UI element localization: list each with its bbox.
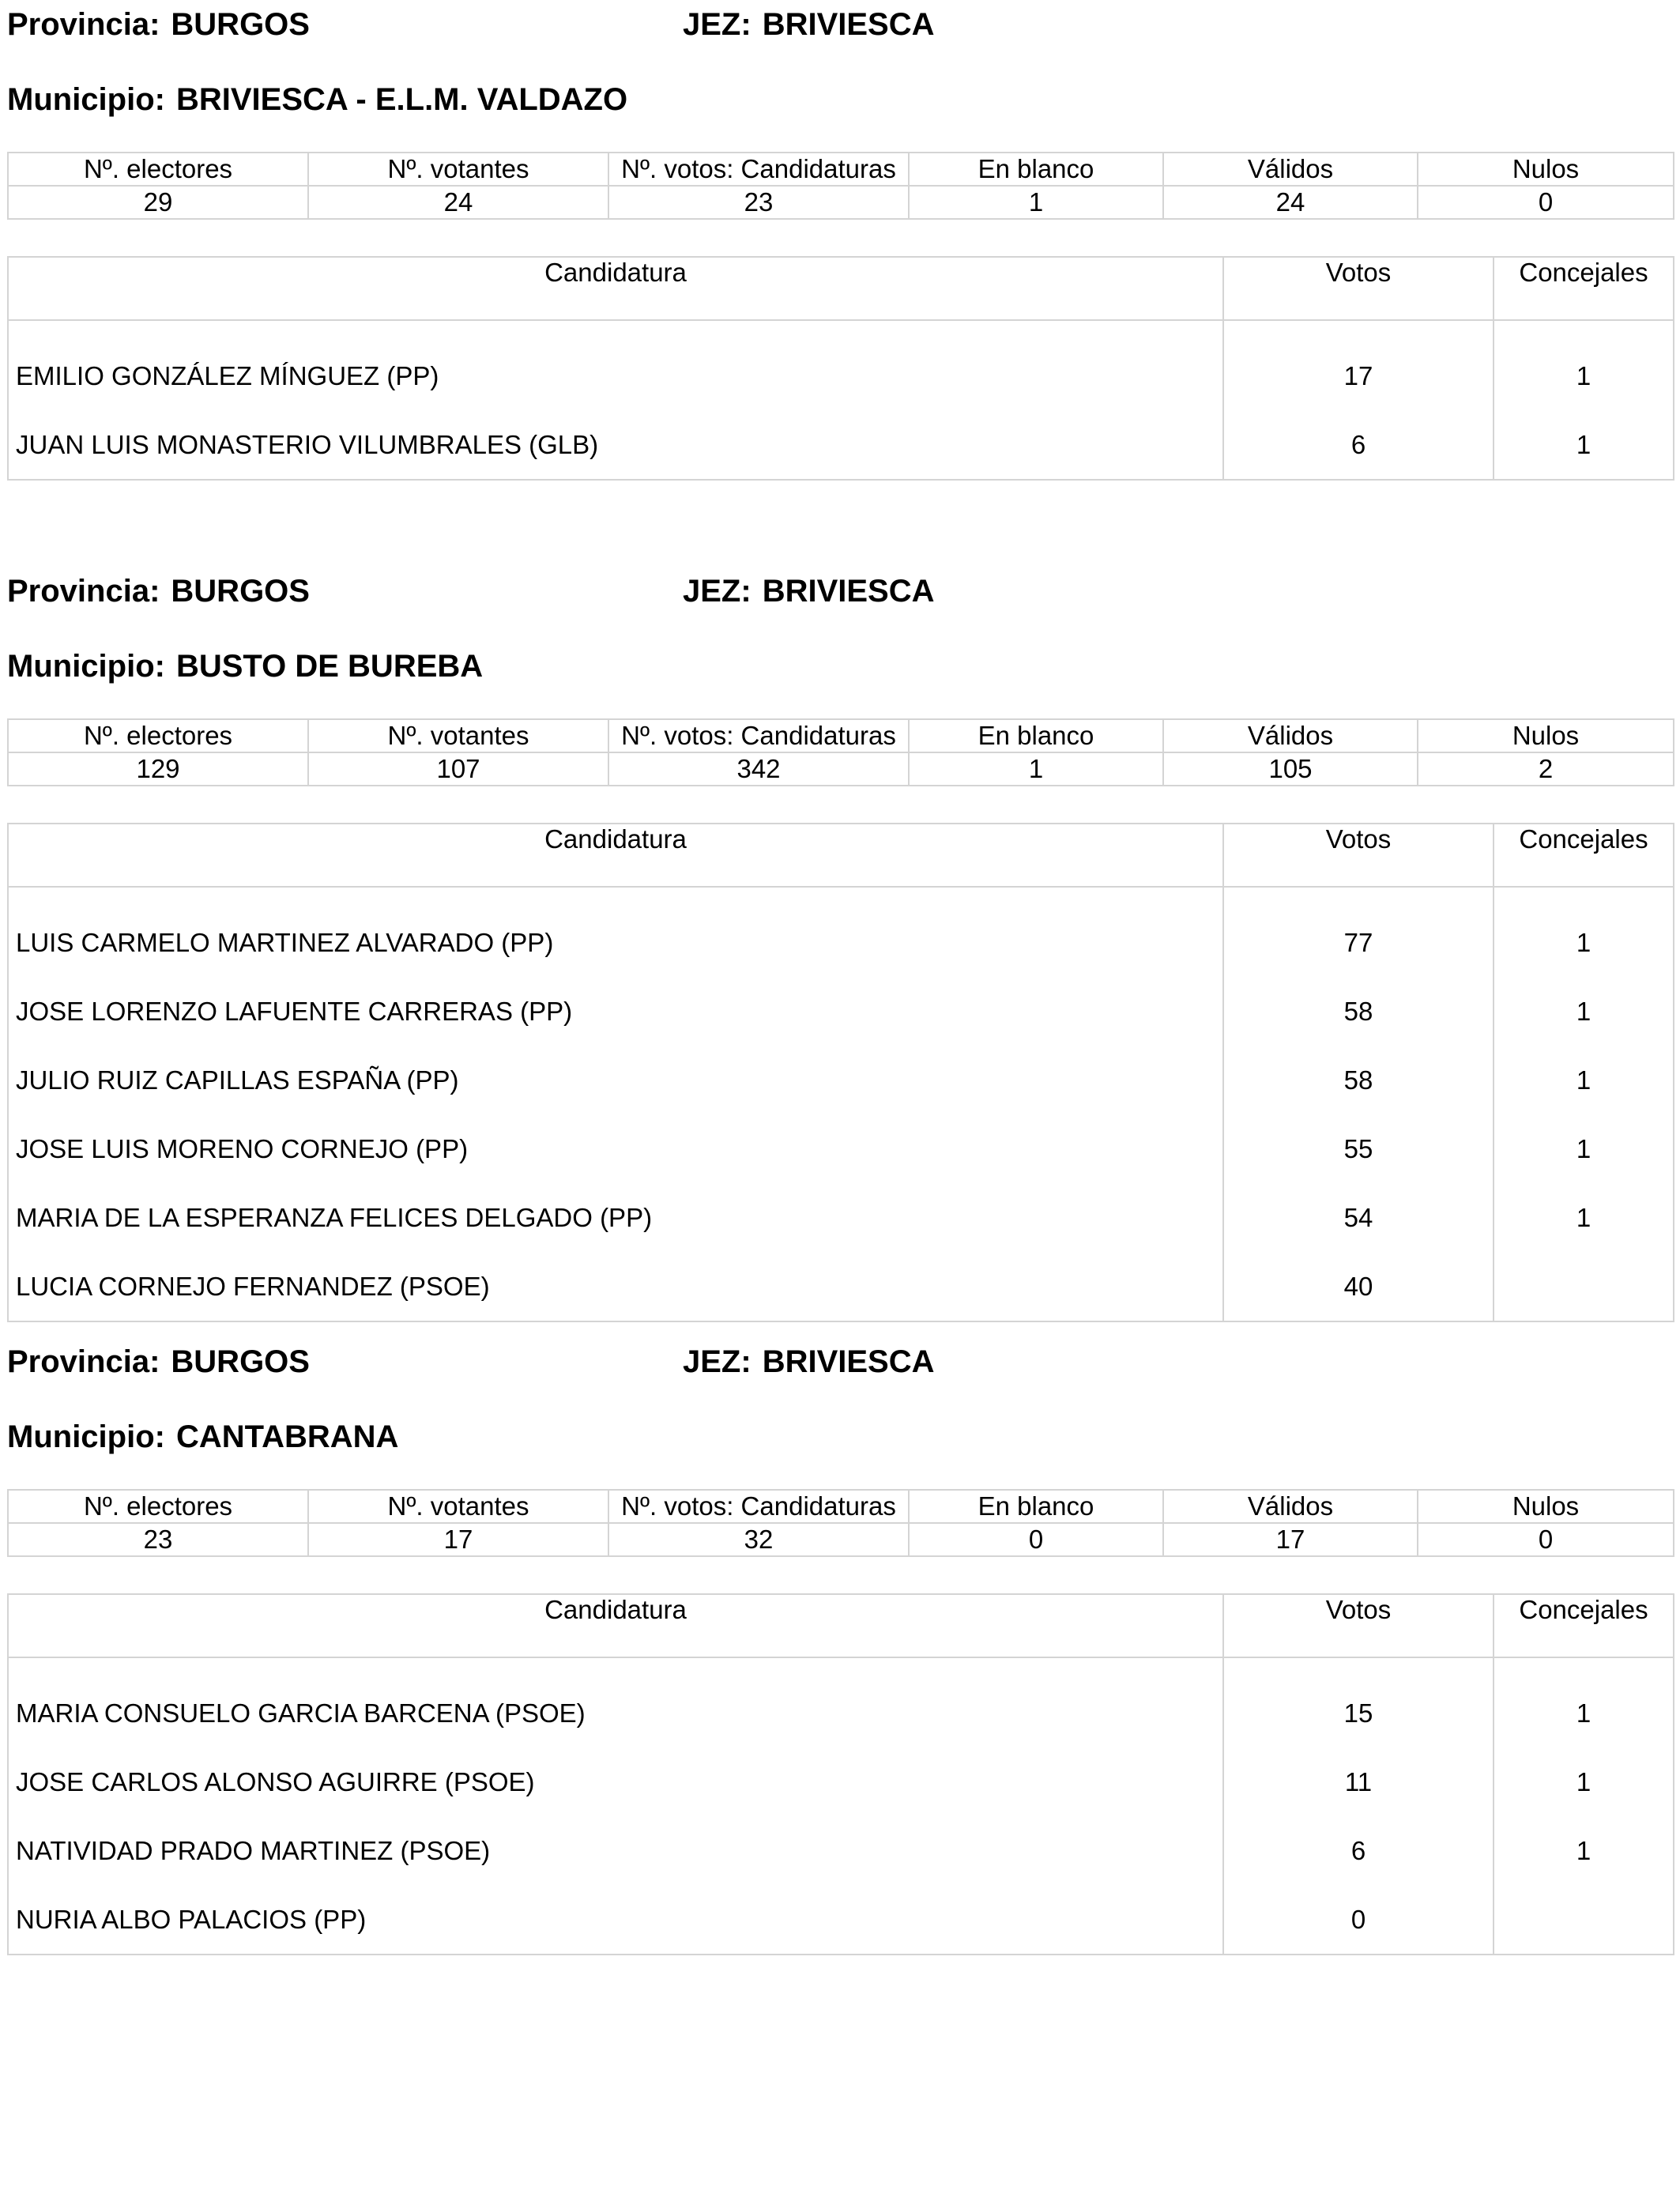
candidate-votos: 6 bbox=[1223, 1816, 1494, 1885]
candidate-name: JOSE LUIS MORENO CORNEJO (PP) bbox=[16, 1133, 469, 1163]
candidate-concejales: 1 bbox=[1494, 1747, 1674, 1816]
candidate-row bbox=[8, 1816, 1674, 1885]
provincia-heading: Provincia: BURGOS bbox=[7, 1344, 310, 1379]
candidate-row bbox=[8, 1657, 1674, 1747]
candidate-concejales: 1 bbox=[1494, 1114, 1674, 1183]
summary-header-row bbox=[8, 719, 1674, 752]
summary-value-cell: 23 bbox=[608, 186, 909, 219]
summary-header-row bbox=[8, 153, 1674, 186]
summary-header-cell: Nº. votos: Candidaturas bbox=[608, 153, 909, 186]
municipality-section bbox=[7, 1344, 1673, 1944]
summary-header-cell: Nulos bbox=[1418, 1490, 1674, 1523]
candidate-row bbox=[8, 1747, 1674, 1816]
candidates-table bbox=[7, 823, 1674, 1322]
candidate-votos: 58 bbox=[1223, 1046, 1494, 1114]
candidate-votos: 6 bbox=[1223, 410, 1494, 480]
provincia-value: BURGOS bbox=[171, 1344, 310, 1379]
candidate-concejales: 1 bbox=[1494, 320, 1674, 410]
candidate-votos: 58 bbox=[1223, 977, 1494, 1046]
candidate-row bbox=[8, 410, 1674, 480]
summary-value-cell: 0 bbox=[909, 1523, 1163, 1556]
municipio-value: BUSTO DE BUREBA bbox=[175, 649, 484, 684]
summary-value-cell: 29 bbox=[8, 186, 308, 219]
candidate-concejales: 1 bbox=[1494, 1046, 1674, 1114]
summary-table bbox=[7, 718, 1674, 786]
candidate-name: MARIA DE LA ESPERANZA FELICES DELGADO (PP) bbox=[16, 1202, 653, 1232]
summary-header-cell: Nº. votantes bbox=[308, 719, 608, 752]
summary-value-cell: 17 bbox=[1163, 1523, 1418, 1556]
candidates-table bbox=[7, 256, 1674, 481]
candidate-row bbox=[8, 320, 1674, 410]
municipio-value: BRIVIESCA - E.L.M. VALDAZO bbox=[175, 82, 628, 117]
candidatura-header: Candidatura bbox=[8, 257, 1223, 320]
candidate-name: NURIA ALBO PALACIOS (PP) bbox=[16, 1904, 367, 1934]
candidate-concejales: 1 bbox=[1494, 887, 1674, 977]
candidate-row bbox=[8, 887, 1674, 977]
candidate-votos: 55 bbox=[1223, 1114, 1494, 1183]
candidate-votos: 77 bbox=[1223, 887, 1494, 977]
candidates-header-row bbox=[8, 1594, 1674, 1657]
concejales-header: Concejales bbox=[1494, 1594, 1674, 1657]
summary-header-cell: Nº. votantes bbox=[308, 1490, 608, 1523]
candidate-name: NATIVIDAD PRADO MARTINEZ (PSOE) bbox=[16, 1835, 491, 1865]
candidate-name: JUAN LUIS MONASTERIO VILUMBRALES (GLB) bbox=[16, 429, 599, 459]
jez-value: BRIVIESCA bbox=[762, 574, 935, 609]
candidate-row bbox=[8, 1046, 1674, 1114]
jez-heading: JEZ: BRIVIESCA bbox=[683, 1344, 935, 1379]
candidate-concejales bbox=[1494, 1885, 1674, 1955]
candidate-row bbox=[8, 1183, 1674, 1252]
summary-header-cell: En blanco bbox=[909, 719, 1163, 752]
summary-value-cell: 107 bbox=[308, 752, 608, 786]
summary-header-cell: Nulos bbox=[1418, 719, 1674, 752]
summary-value-cell: 1 bbox=[909, 752, 1163, 786]
summary-value-cell: 24 bbox=[308, 186, 608, 219]
candidate-row bbox=[8, 1885, 1674, 1955]
provincia-value: BURGOS bbox=[171, 7, 310, 42]
candidate-row bbox=[8, 977, 1674, 1046]
summary-value-cell: 32 bbox=[608, 1523, 909, 1556]
jez-heading: JEZ: BRIVIESCA bbox=[683, 7, 935, 42]
summary-value-cell: 342 bbox=[608, 752, 909, 786]
summary-header-cell: Nº. votos: Candidaturas bbox=[608, 1490, 909, 1523]
summary-value-row bbox=[8, 186, 1674, 219]
candidate-name: JOSE CARLOS ALONSO AGUIRRE (PSOE) bbox=[16, 1766, 535, 1796]
summary-value-cell: 105 bbox=[1163, 752, 1418, 786]
candidates-table bbox=[7, 1593, 1674, 1955]
candidate-votos: 15 bbox=[1223, 1657, 1494, 1747]
summary-value-cell: 1 bbox=[909, 186, 1163, 219]
municipio-heading: Municipio: CANTABRANA bbox=[7, 1419, 399, 1454]
summary-table bbox=[7, 152, 1674, 220]
candidatura-header: Candidatura bbox=[8, 1594, 1223, 1657]
summary-header-cell: Nulos bbox=[1418, 153, 1674, 186]
candidate-concejales: 1 bbox=[1494, 1816, 1674, 1885]
candidate-votos: 54 bbox=[1223, 1183, 1494, 1252]
candidate-row bbox=[8, 1114, 1674, 1183]
candidate-votos: 0 bbox=[1223, 1885, 1494, 1955]
candidate-name: JOSE LORENZO LAFUENTE CARRERAS (PP) bbox=[16, 996, 573, 1026]
summary-table bbox=[7, 1489, 1674, 1557]
provincia-heading: Provincia: BURGOS bbox=[7, 574, 310, 609]
candidate-concejales: 1 bbox=[1494, 1183, 1674, 1252]
summary-header-cell: En blanco bbox=[909, 1490, 1163, 1523]
jez-heading: JEZ: BRIVIESCA bbox=[683, 574, 935, 609]
municipio-heading: Municipio: BRIVIESCA - E.L.M. VALDAZO bbox=[7, 82, 628, 117]
summary-value-cell: 24 bbox=[1163, 186, 1418, 219]
summary-header-cell: En blanco bbox=[909, 153, 1163, 186]
votos-header: Votos bbox=[1223, 824, 1494, 887]
summary-header-row bbox=[8, 1490, 1674, 1523]
provincia-heading: Provincia: BURGOS bbox=[7, 7, 310, 42]
candidate-concejales: 1 bbox=[1494, 977, 1674, 1046]
summary-header-cell: Nº. electores bbox=[8, 153, 308, 186]
votos-header: Votos bbox=[1223, 257, 1494, 320]
candidate-name: LUCIA CORNEJO FERNANDEZ (PSOE) bbox=[16, 1271, 490, 1301]
summary-value-cell: 129 bbox=[8, 752, 308, 786]
summary-header-cell: Válidos bbox=[1163, 153, 1418, 186]
summary-value-cell: 23 bbox=[8, 1523, 308, 1556]
provincia-value: BURGOS bbox=[171, 574, 310, 609]
jez-value: BRIVIESCA bbox=[762, 1344, 935, 1379]
summary-value-row bbox=[8, 1523, 1674, 1556]
candidate-concejales: 1 bbox=[1494, 1657, 1674, 1747]
candidate-votos: 40 bbox=[1223, 1252, 1494, 1321]
summary-value-cell: 0 bbox=[1418, 186, 1674, 219]
summary-header-cell: Válidos bbox=[1163, 1490, 1418, 1523]
candidate-name: LUIS CARMELO MARTINEZ ALVARADO (PP) bbox=[16, 927, 554, 957]
summary-header-cell: Nº. votantes bbox=[308, 153, 608, 186]
municipio-value: CANTABRANA bbox=[175, 1419, 399, 1454]
municipality-section bbox=[7, 573, 1673, 1300]
votos-header: Votos bbox=[1223, 1594, 1494, 1657]
summary-header-cell: Nº. electores bbox=[8, 1490, 308, 1523]
concejales-header: Concejales bbox=[1494, 824, 1674, 887]
jez-value: BRIVIESCA bbox=[762, 7, 935, 42]
candidate-concejales: 1 bbox=[1494, 410, 1674, 480]
municipio-heading: Municipio: BUSTO DE BUREBA bbox=[7, 649, 484, 684]
candidates-header-row bbox=[8, 257, 1674, 320]
summary-header-cell: Nº. electores bbox=[8, 719, 308, 752]
candidate-concejales bbox=[1494, 1252, 1674, 1321]
candidate-votos: 17 bbox=[1223, 320, 1494, 410]
concejales-header: Concejales bbox=[1494, 257, 1674, 320]
summary-header-cell: Nº. votos: Candidaturas bbox=[608, 719, 909, 752]
candidatura-header: Candidatura bbox=[8, 824, 1223, 887]
municipality-section bbox=[7, 6, 1673, 465]
summary-value-row bbox=[8, 752, 1674, 786]
summary-value-cell: 17 bbox=[308, 1523, 608, 1556]
summary-value-cell: 0 bbox=[1418, 1523, 1674, 1556]
candidate-name: JULIO RUIZ CAPILLAS ESPAÑA (PP) bbox=[16, 1065, 459, 1095]
candidates-header-row bbox=[8, 824, 1674, 887]
candidate-name: MARIA CONSUELO GARCIA BARCENA (PSOE) bbox=[16, 1698, 586, 1728]
candidate-votos: 11 bbox=[1223, 1747, 1494, 1816]
candidate-name: EMILIO GONZÁLEZ MÍNGUEZ (PP) bbox=[16, 360, 439, 390]
summary-value-cell: 2 bbox=[1418, 752, 1674, 786]
candidate-row bbox=[8, 1252, 1674, 1321]
summary-header-cell: Válidos bbox=[1163, 719, 1418, 752]
